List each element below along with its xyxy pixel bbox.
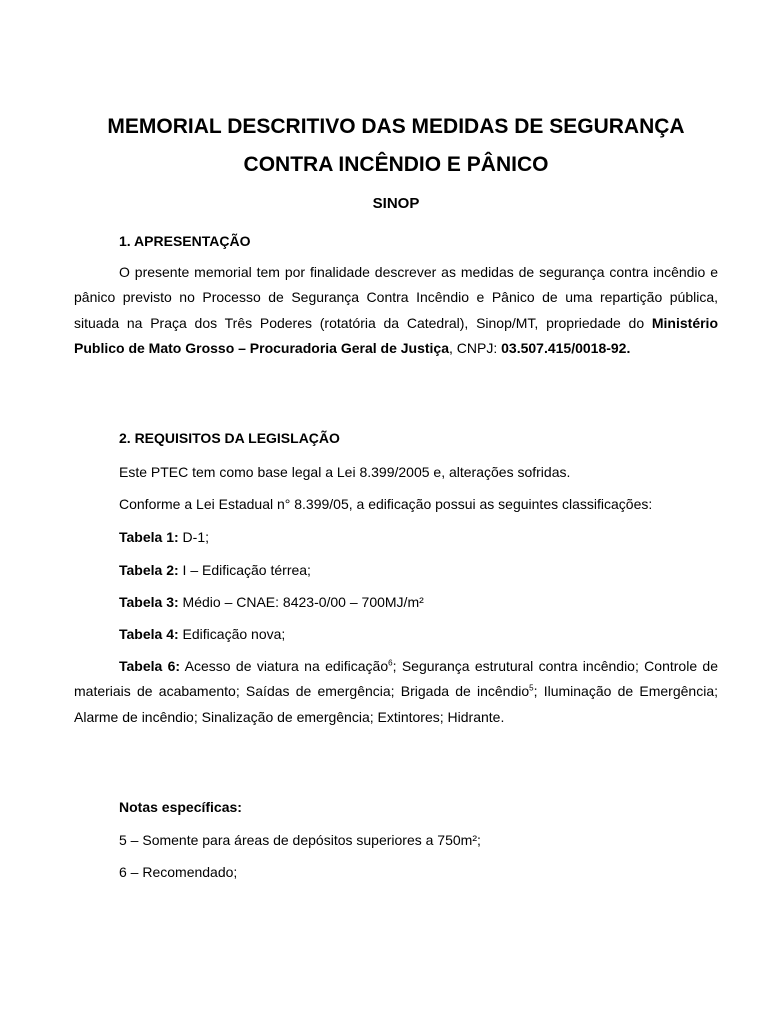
tabela-4-line — [119, 624, 285, 644]
tabela-6-text-b: ; Segurança estrutural contra incêndio; Controle de materiais de acabamento; Saídas de emergência; Brigada de incêndio — [74, 658, 719, 700]
tabela-4-value: Edificação nova; — [178, 626, 286, 642]
tabela-6-text-a: Acesso de viatura na edificação — [180, 658, 389, 674]
section-1-paragraph — [74, 260, 718, 361]
tabela-4-label: Tabela 4: — [119, 626, 179, 642]
section-1-text-a: O presente memorial tem por finalidade descrever as medidas de segurança contra incêndio e pânico previsto no Processo de Segurança Contra Incêndio e Pânico de uma repartição pública, situada na Praça dos Três Poderes (rotatória da Catedral), Sinop/MT, propriedade do — [74, 264, 718, 331]
tabela-1-label: Tabela 1: — [119, 529, 179, 545]
cnpj-number: 03.507.415/0018-92. — [501, 339, 631, 356]
owner-name: Ministério Publico de Mato Grosso – Procuradoria Geral de Justiça — [74, 314, 718, 356]
tabela-2-label: Tabela 2: — [119, 562, 179, 578]
tabela-2-line — [119, 560, 311, 580]
section-2-heading: 2. REQUISITOS DA LEGISLAÇÃO — [119, 430, 340, 446]
tabela-3-label: Tabela 3: — [119, 594, 179, 610]
document-page — [74, 0, 718, 1024]
notes-heading: Notas específicas: — [119, 799, 242, 815]
classification-intro-line: Conforme a Lei Estadual n° 8.399/05, a edificação possui as seguintes classificações: — [119, 496, 653, 512]
document-title: MEMORIAL DESCRITIVO DAS MEDIDAS DE SEGURANÇA CONTRA INCÊNDIO E PÂNICO — [107, 115, 685, 176]
tabela-2-value: I – Edificação térrea; — [178, 562, 311, 578]
note-5: 5 – Somente para áreas de depósitos superiores a 750m²; — [119, 832, 481, 848]
tabela-3-line — [119, 592, 424, 612]
section-1-heading: 1. APRESENTAÇÃO — [119, 233, 251, 249]
legal-basis-line: Este PTEC tem como base legal a Lei 8.399/2005 e, alterações sofridas. — [119, 464, 571, 480]
section-1-text-b: , CNPJ: — [449, 339, 502, 356]
tabela-1-line — [119, 527, 209, 547]
tabela-1-value: D-1; — [178, 529, 209, 545]
tabela-6-paragraph — [74, 654, 718, 730]
tabela-6-label: Tabela 6: — [119, 658, 181, 674]
tabela-6-superscript-b: 5 — [529, 683, 534, 693]
tabela-3-value: Médio – CNAE: 8423-0/00 – 700MJ/m² — [178, 594, 424, 610]
document-city: SINOP — [372, 195, 420, 212]
note-6: 6 – Recomendado; — [119, 864, 238, 880]
tabela-6-text-c: ; Iluminação de Emergência; Alarme de incêndio; Sinalização de emergência; Extintores; Hidrante. — [74, 683, 718, 725]
tabela-6-superscript-a: 6 — [388, 658, 393, 668]
